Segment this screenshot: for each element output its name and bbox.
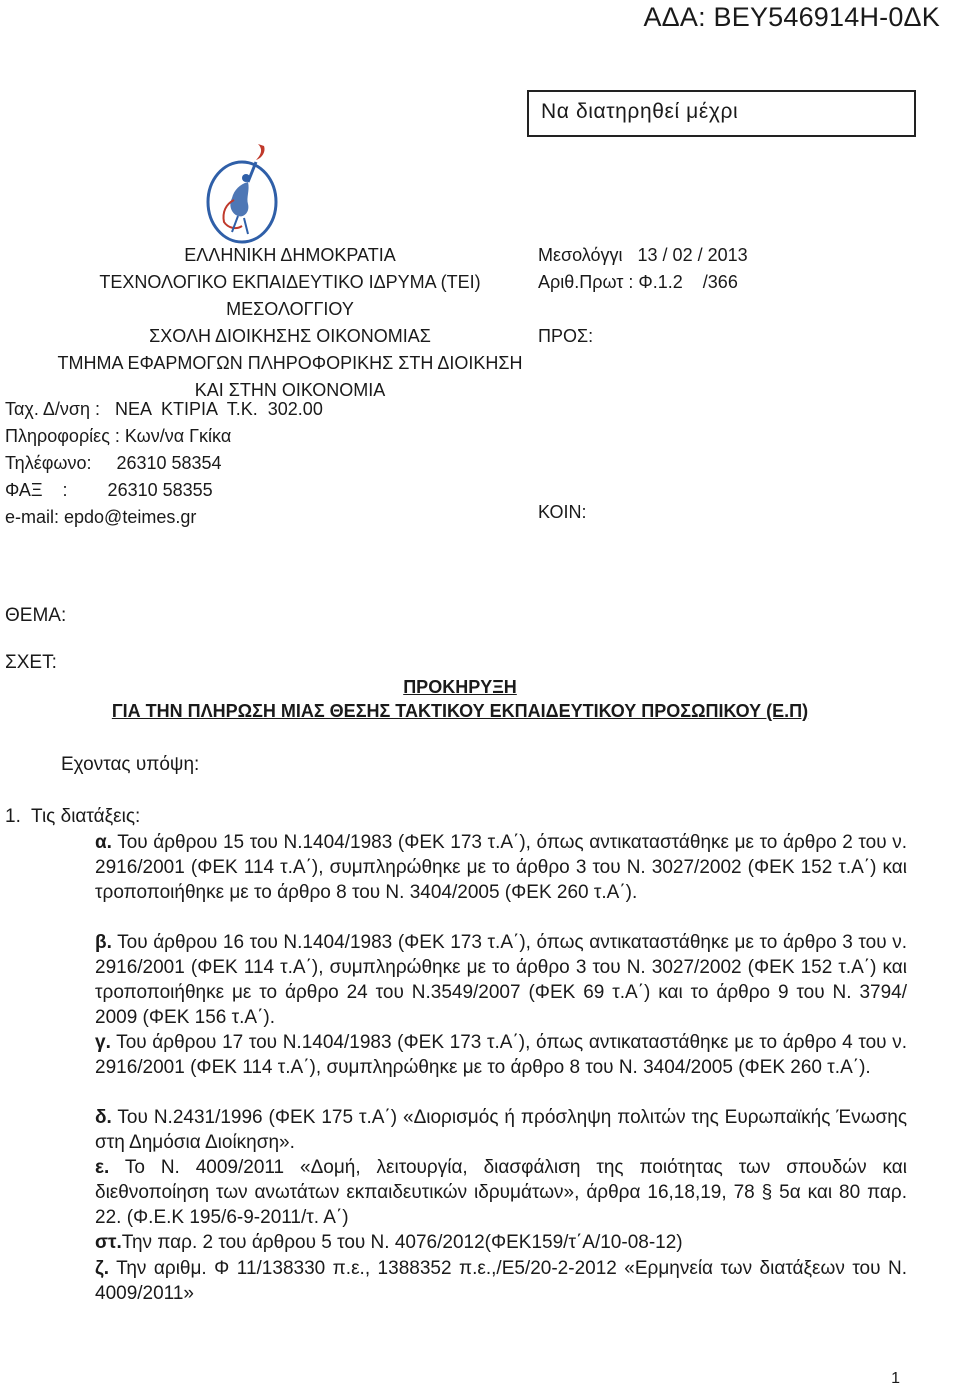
date-protocol-block [538,242,748,296]
letterhead-school: ΣΧΟΛΗ ΔΙΟΙΚΗΣΗΣ ΟΙΚΟΝΟΜΙΑΣ [149,326,431,346]
provision-e-label: ε. [95,1157,110,1178]
provision-z-label: ζ. [95,1258,110,1279]
letterhead-department-cont: ΚΑΙ ΣΤΗΝ ΟΙΚΟΝΟΜΙΑ [194,380,386,400]
provision-z-text: Την αριθμ. Φ 11/138330 π.ε., 1388352 π.ε.,/Ε5/20-2-2012 «Ερμηνεία των διατάξεων του Ν. 4009/2011» [95,1258,907,1304]
title-sub: ΓΙΑ ΤΗΝ ΠΛΗΡΩΣΗ ΜΙΑΣ ΘΕΣΗΣ ΤΑΚΤΙΚΟΥ ΕΚΠΑΙΔΕΥΤΙΚΟΥ ΠΡΟΣΩΠΙΚΟΥ (Ε.Π) [111,701,809,721]
subject-label: ΘΕΜΑ: [5,605,67,626]
provision-e-text: Το Ν. 4009/2011 «Δομή, λειτουργία, διασφάλιση της ποιότητας των σπουδών και διεθνοποίηση των ανωτάτων εκπαιδευτικών ιδρυμάτων», άρθρα 16,18,19, 78 § 5α και 80 παρ. 22. (Φ.Ε.Κ 195/6-9-2011/τ. Α΄) [95,1157,907,1228]
provision-st-text: Την παρ. 2 του άρθρου 5 του Ν. 4076/2012(ΦΕΚ159/τ΄Α/10-08-12) [121,1232,683,1253]
letterhead-country: ΕΛΛΗΝΙΚΗ ΔΗΜΟΚΡΑΤΙΑ [184,245,396,265]
protocol-line: Αριθ.Πρωτ : Φ.1.2 /366 [538,272,738,292]
provision-b [95,930,907,1030]
provision-c-text: Του άρθρου 17 του Ν.1404/1983 (ΦΕΚ 173 τ.Α΄), όπως αντικαταστάθηκε με το άρθρο 4 του ν. 2916/2001 (ΦΕΚ 114 τ.Α΄), συμπληρώθηκε με το άρθρο 8 του Ν. 3404/2005 (ΦΕΚ 260 τ.Α΄). [95,1032,907,1078]
phone-line: Τηλέφωνο: 26310 58354 [5,453,222,473]
to-label: ΠΡΟΣ: [538,326,594,346]
provision-c [95,1030,907,1080]
letterhead [50,242,530,404]
provision-a-label: α. [95,832,112,853]
provision-b-text: Του άρθρου 16 του Ν.1404/1983 (ΦΕΚ 173 τ.Α΄), όπως αντικαταστάθηκε με το άρθρο 3 του ν. 2916/2001 (ΦΕΚ 114 τ.Α΄), συμπληρώθηκε με το άρθρο 3 του Ν. 3027/2002 (ΦΕΚ 152 τ.Α΄) και τροποποιήθηκε με το άρθρο 24 του Ν.3549/2007 (ΦΕΚ 69 τ.Α΄) και το άρθρο 9 του Ν. 3794/ 2009 (ΦΕΚ 156 τ.Α΄). [95,932,907,1028]
title-main: ΠΡΟΚΗΡΥΞΗ [403,677,517,697]
provision-d [95,1105,907,1155]
provision-a-text: Του άρθρου 15 του Ν.1404/1983 (ΦΕΚ 173 τ.Α΄), όπως αντικαταστάθηκε με το άρθρο 2 του ν. 2916/2001 (ΦΕΚ 114 τ.Α΄), συμπληρώθηκε με το άρθρο 3 του Ν. 3027/2002 (ΦΕΚ 152 τ.Α΄) και τροποποιήθηκε με το άρθρο 8 του Ν. 3404/2005 (ΦΕΚ 260 τ.Α΄). [95,832,907,903]
contact-block [5,396,323,531]
provision-d-label: δ. [95,1107,112,1128]
provision-b-label: β. [95,932,112,953]
cc-label: ΚΟΙΝ: [538,502,587,522]
letterhead-city: ΜΕΣΟΛΟΓΓΙΟΥ [226,299,354,319]
provision-st-label: στ. [95,1232,122,1253]
info-line: Πληροφορίες : Κων/να Γκίκα [5,426,232,446]
provision-a [95,830,907,905]
fax-line: ΦΑΞ : 26310 58355 [5,480,213,500]
date-line: Μεσολόγγι 13 / 02 / 2013 [538,245,748,265]
provision-c-label: γ. [95,1032,111,1053]
address-line: Ταχ. Δ/νση : ΝΕΑ ΚΤΙΡΙΑ Τ.Κ. 302.00 [5,399,323,419]
email-line: e-mail: epdo@teimes.gr [5,507,197,527]
letterhead-department: ΤΜΗΜΑ ΕΦΑΡΜΟΓΩΝ ΠΛΗΡΟΦΟΡΙΚΗΣ ΣΤΗ ΔΙΟΙΚΗΣΗ [57,353,523,373]
provision-st [95,1230,907,1255]
having-regard: Εχοντας υπόψη: [61,754,200,775]
letterhead-institution: ΤΕΧΝΟΛΟΓΙΚΟ ΕΚΠΑΙΔΕΥΤΙΚΟ ΙΔΡΥΜΑ (ΤΕΙ) [99,272,481,292]
ada-header: ΑΔΑ: ΒΕΥ546914Η-0ΔΚ [643,2,940,32]
provision-d-text: Του Ν.2431/1996 (ΦΕΚ 175 τ.Α΄) «Διορισμός ή πρόσληψη πολιτών της Ευρωπαϊκής Ένωσης στη Δημόσια Διοίκηση». [95,1107,907,1153]
institution-logo [198,140,290,246]
reference-label: ΣΧΕΤ: [5,652,57,673]
item-1: 1. Τις διατάξεις: [5,806,141,827]
provision-z [95,1256,907,1306]
page-number: 1 [891,1370,900,1387]
keep-until-box: Να διατηρηθεί μέχρι [527,90,916,137]
provision-e [95,1155,907,1230]
